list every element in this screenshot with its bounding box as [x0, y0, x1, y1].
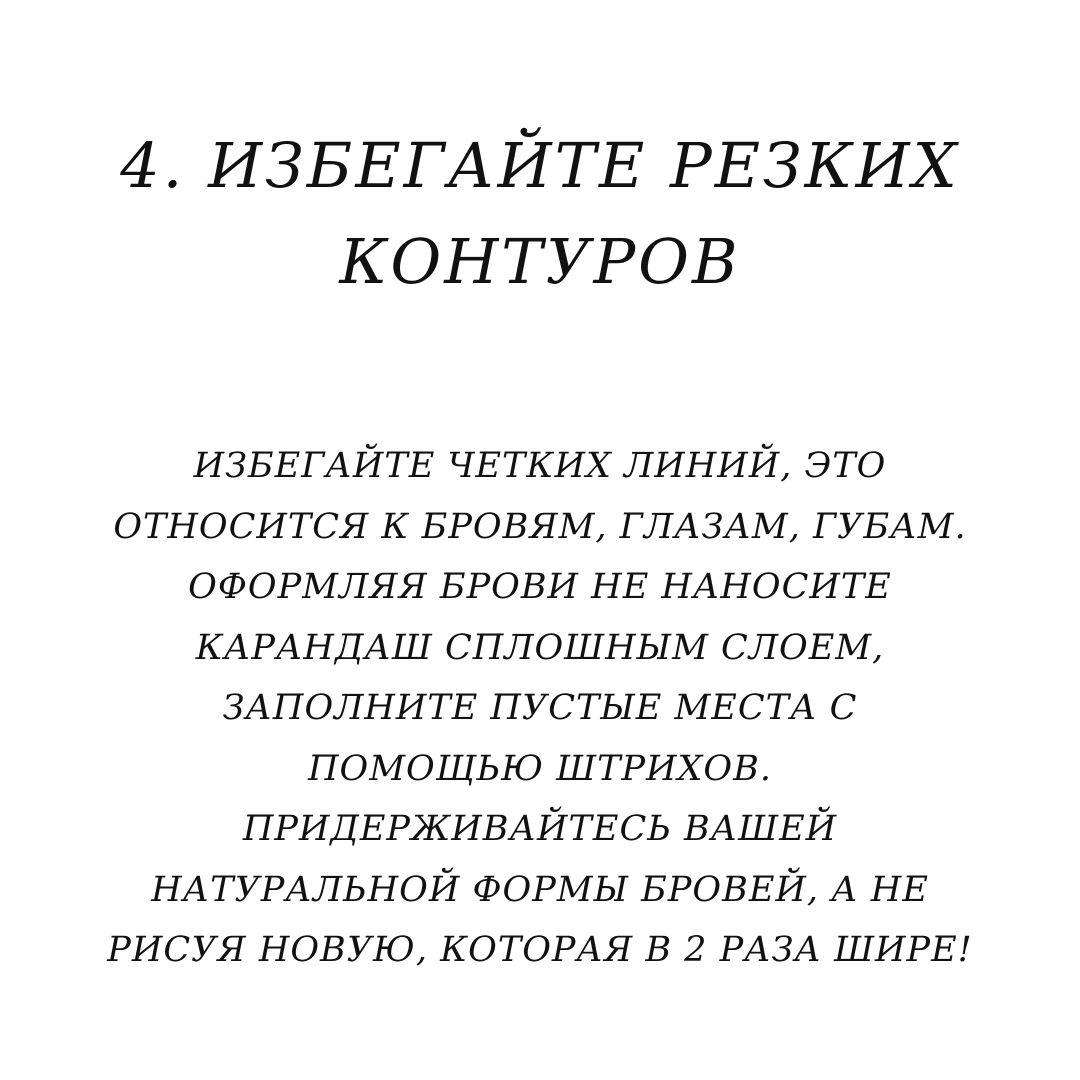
title-line-1: 4. ИЗБЕГАЙТЕ РЕЗКИХ	[120, 129, 960, 202]
body-line-8: НАТУРАЛЬНОЙ ФОРМЫ БРОВЕЙ, А НЕ	[151, 869, 929, 910]
body-line-9: РИСУЯ НОВУЮ, КОТОРАЯ В 2 РАЗА ШИРЕ!	[107, 930, 973, 970]
body-line-3: ОФОРМЛЯЯ БРОВИ НЕ НАНОСИТЕ	[188, 567, 892, 607]
title-line-2: КОНТУРОВ	[339, 225, 741, 298]
body-line-5: ЗАПОЛНИТЕ ПУСТЫЕ МЕСТА С	[222, 688, 858, 728]
body-line-7: ПРИДЕРЖИВАЙТЕСЬ ВАШЕЙ	[242, 809, 838, 849]
body-text	[40, 436, 1040, 981]
slide-title	[60, 118, 1020, 310]
body-line-6: ПОМОЩЬЮ ШТРИХОВ.	[308, 748, 772, 789]
body-line-1: ИЗБЕГАЙТЕ ЧЕТКИХ ЛИНИЙ, ЭТО	[193, 446, 887, 486]
body-line-4: КАРАНДАШ СПЛОШНЫМ СЛОЕМ,	[195, 627, 885, 668]
body-line-2: ОТНОСИТСЯ К БРОВЯМ, ГЛАЗАМ, ГУБАМ.	[113, 506, 967, 547]
